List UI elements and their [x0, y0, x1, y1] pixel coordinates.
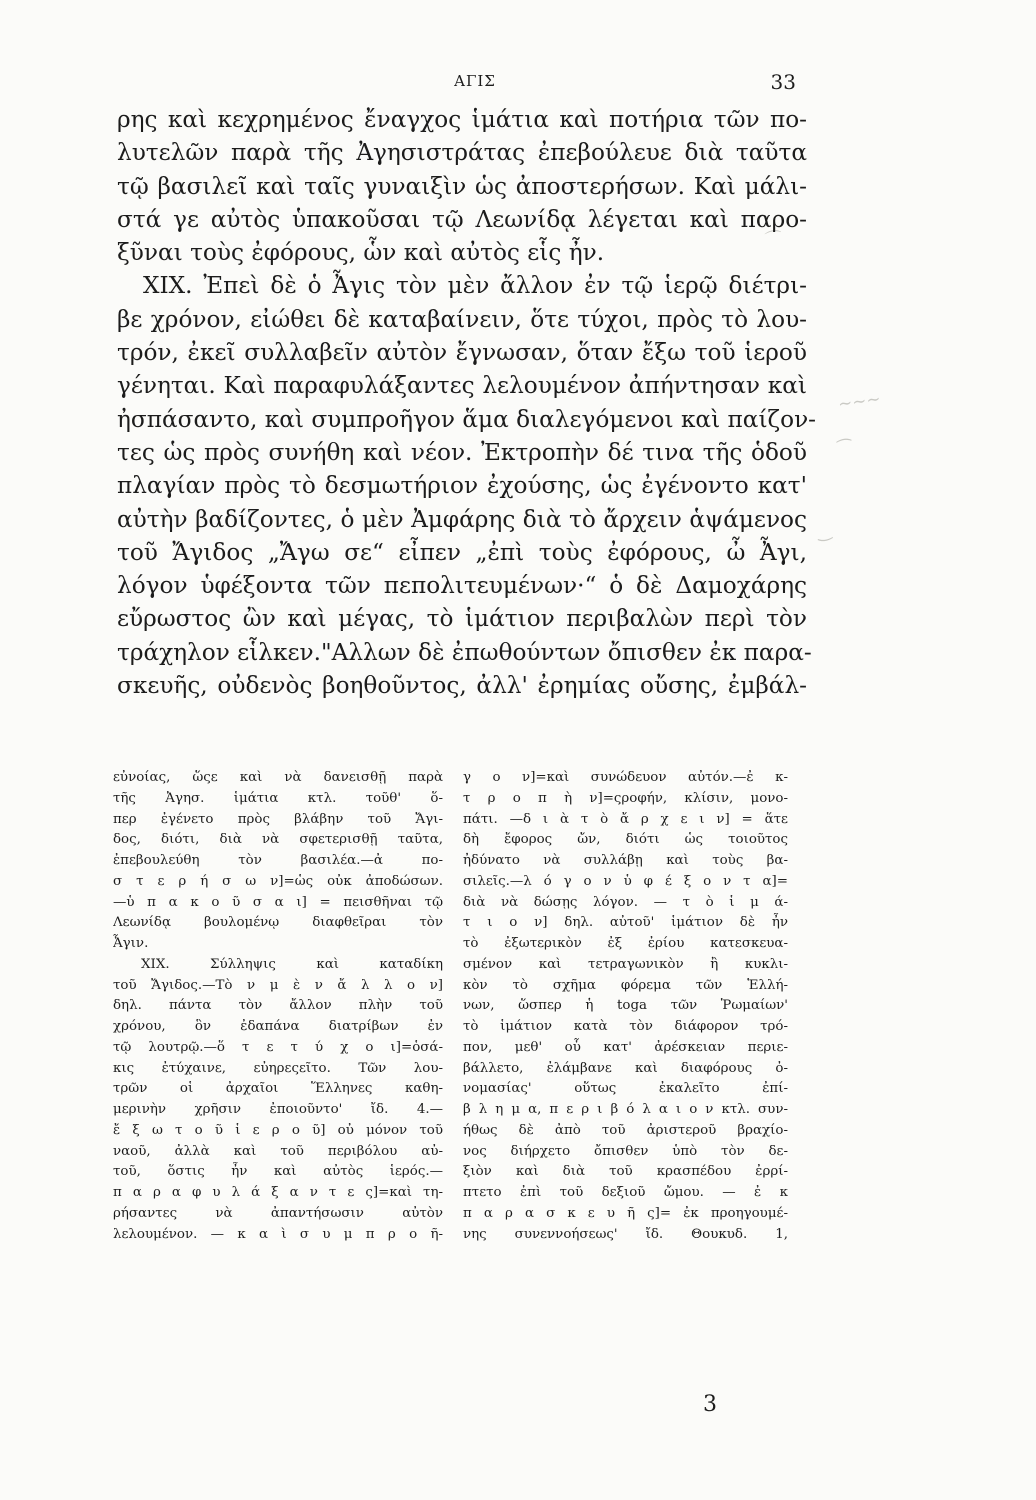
main-text-line: τοῦ Ἄγιδος „Ἄγω σε“ εἶπεν „ἐπὶ τοὺς ἐφόρους, ὦ Ἆγι,: [117, 538, 807, 566]
note-line: τὸ ἱμάτιον κατὰ τὸν διάφορον τρό-: [463, 1019, 788, 1034]
note-line: πτετο ἐπὶ τοῦ δεξιοῦ ὤμου. — ἐ κ: [463, 1185, 788, 1200]
note-line: τὸ ἐξωτερικὸν ἐξ ἐρίου κατεσκευα-: [463, 936, 788, 951]
note-line: —ὑ π α κ ο ῦ σ α ι] = πεισθῆναι τῷ: [113, 894, 443, 910]
note-line: ἐπεβουλεύθη τὸν βασιλέα.—ἀ πο-: [113, 853, 443, 868]
main-text-line: βε χρόνον, εἰώθει δὲ καταβαίνειν, ὅτε τύχοι, πρὸς τὸ λου-: [117, 305, 807, 333]
note-line: ρήσαντες νὰ ἀπαντήσωσιν αὐτὸν: [113, 1205, 443, 1221]
main-text-line: ἠσπάσαντο, καὶ συμπροῆγον ἅμα διαλεγόμενοι καὶ παίζον-: [117, 405, 816, 433]
show-through-mark: ⁀: [833, 439, 850, 461]
note-line: χρόνου, ὃν ἐδαπάνα διατρίβων ἐν: [113, 1019, 443, 1034]
note-line: τρῶν οἱ ἀρχαῖοι Ἕλληνες καθη-: [113, 1081, 443, 1097]
notes-right-column: [463, 768, 788, 1245]
note-line: Λεωνίδᾳ βουλομένῳ διαφθεῖραι τὸν: [113, 915, 443, 931]
note-section-heading: XIX. Σύλληψις καὶ καταδίκη: [141, 956, 443, 972]
main-text-line: τῷ βασιλεῖ καὶ ταῖς γυναιξὶν ὡς ἀποστερήσων. Καὶ μάλι-: [117, 172, 807, 200]
note-line: ήθως δὲ ἀπὸ τοῦ ἀριστεροῦ βραχίο-: [463, 1122, 788, 1138]
note-line: γ ο ν]=καὶ συνώδευον αὐτόν.—ἐ κ-: [463, 770, 788, 785]
main-text-line: πλαγίαν πρὸς τὸ δεσμωτήριον ἐχούσης, ὡς ἐγένοντο κατ': [117, 472, 807, 500]
note-line: ξιὸν καὶ διὰ τοῦ κρασπέδου ἐρρί-: [463, 1164, 788, 1180]
note-line: δος, διότι, διὰ νὰ σφετερισθῇ ταῦτα,: [113, 832, 443, 848]
note-line: τοῦ, ὅστις ἦν καὶ αὐτὸς ἱερός.—: [113, 1164, 443, 1180]
main-text-line: σκευῆς, οὐδενὸς βοηθοῦντος, ἀλλ' ἐρημίας οὔσης, ἐμβάλ-: [117, 672, 807, 700]
note-line: σμένον καὶ τετραγωνικὸν ἢ κυκλι-: [463, 956, 788, 972]
note-line: τῷ λουτρῷ.—ὅ τ ε τ ύ χ ο ι]=ὁσά-: [113, 1039, 443, 1055]
main-text-line: λόγον ὑφέξοντα τῶν πεπολιτευμένων·“ ὁ δὲ Δαμοχάρης: [117, 572, 807, 600]
signature-mark: 3: [703, 1392, 717, 1417]
main-text-line: στά γε αὐτὸς ὑπακοῦσαι τῷ Λεωνίδᾳ λέγεται καὶ παρο-: [117, 205, 807, 233]
note-line: δὴ ἔφορος ὤν, διότι ὡς τοιοῦτος: [463, 832, 788, 848]
show-through-mark: ‿: [816, 521, 833, 543]
note-line: σ τ ε ρ ή σ ω ν]=ὡς οὐκ ἀποδώσων.: [113, 873, 443, 889]
notes-left-column: [113, 768, 443, 1245]
main-text-line: τρόν, ἐκεῖ συλλαβεῖν αὐτὸν ἔγνωσαν, ὅταν ἔξω τοῦ ἱεροῦ: [117, 339, 807, 367]
note-line: νων, ὥσπερ ἡ toga τῶν Ῥωμαίων': [463, 998, 788, 1014]
note-line: κις ἐτύχαινε, εὐηρεςεῖτο. Τῶν λου-: [113, 1060, 443, 1076]
section-start-line: XIX. Ἐπεὶ δὲ ὁ Ἆγις τὸν μὲν ἄλλον ἐν τῷ ἱερῷ διέτρι-: [143, 272, 807, 300]
main-text-line: αὐτὴν βαδίζοντες, ὁ μὲν Ἀμφάρης διὰ τὸ ἄρχειν ἁψάμενος: [117, 505, 807, 533]
note-line: βάλλετο, ἐλάμβανε καὶ διαφόρους ὀ-: [463, 1060, 788, 1076]
note-line: νος διήρχετο ὄπισθεν ὑπὸ τὸν δε-: [463, 1143, 788, 1159]
note-line: μερινὴν χρῆσιν ἐποιοῦντο' ἴδ. 4.—: [113, 1102, 443, 1117]
note-line: τ ρ ο π ὴ ν]=ςροφήν, κλίσιν, μονο-: [463, 790, 788, 806]
note-line: τ ι ο ν] δηλ. αὐτοῦ' ἱμάτιον δὲ ἦν: [463, 915, 788, 931]
note-line: δηλ. πάντα τὸν ἄλλον πλὴν τοῦ: [113, 998, 443, 1014]
show-through-mark: ⌒: [761, 228, 781, 252]
note-line: περ ἐγένετο πρὸς βλάβην τοῦ Ἄγι-: [113, 811, 443, 827]
note-line: πον, μεθ' οὗ κατ' ἀρέσκειαν περιε-: [463, 1039, 788, 1055]
note-line: τοῦ Ἄγιδος.—Τὸ ν μ ὲ ν ἄ λ λ ο ν]: [113, 977, 443, 993]
note-line: τῆς Ἀγησ. ἱμάτια κτλ. τοῦθ' ὅ-: [113, 790, 443, 806]
note-line: λελουμένον. — κ α ὶ σ υ μ π ρ ο ῆ-: [113, 1226, 443, 1242]
note-line: σιλεῖς.—λ ό γ ο ν ὑ φ έ ξ ο ν τ α]=: [463, 873, 788, 889]
main-text-line: λυτελῶν παρὰ τῆς Ἀγησιστράτας ἐπεβούλευε διὰ ταῦτα: [117, 139, 807, 167]
main-text-line: εὔρωστος ὢν καὶ μέγας, τὸ ἱμάτιον περιβαλὼν περὶ τὸν: [117, 605, 807, 633]
main-text-line: τράχηλον εἷλκεν."Αλλων δὲ ἐπωθούντων ὄπισθεν ἐκ παρα-: [117, 638, 812, 666]
note-line: Ἆγιν.: [113, 936, 149, 951]
note-line: π α ρ α φ υ λ ά ξ α ν τ ε ς]=καὶ τη-: [113, 1185, 443, 1200]
note-line: νης συνεννοήσεως' ἴδ. Θουκυδ. 1,: [463, 1226, 788, 1242]
note-line: β λ η μ α, π ε ρ ι β ό λ α ι ο ν κτλ. συν-: [463, 1102, 788, 1117]
note-line: π α ρ α σ κ ε υ ῆ ς]= ἐκ προηγουμέ-: [463, 1205, 788, 1221]
note-line: ἠδύνατο νὰ συλλάβῃ καὶ τοὺς βα-: [463, 853, 788, 868]
main-text-line: γένηται. Καὶ παραφυλάξαντες λελουμένον ἀπήντησαν καὶ: [117, 372, 807, 400]
note-line: πάτι. —δ ι ὰ τ ὸ ἄ ρ χ ε ι ν] = ἅτε: [463, 811, 788, 827]
page-number: 33: [770, 70, 796, 94]
main-text-line: τες ὡς πρὸς συνήθη καὶ νέον. Ἐκτροπὴν δέ τινα τῆς ὁδοῦ: [117, 438, 807, 466]
note-line: κὸν τὸ σχῆμα φόρεμα τῶν Ἑλλή-: [463, 977, 788, 993]
note-line: ἔ ξ ω τ ο ῦ ἱ ε ρ ο ῦ] οὐ μόνον τοῦ: [113, 1122, 443, 1138]
running-head: ΑΓΙΣ: [454, 72, 496, 90]
note-line: ναοῦ, ἀλλὰ καὶ τοῦ περιβόλου αὐ-: [113, 1143, 443, 1159]
note-line: διὰ νὰ δώσῃς λόγον. — τ ὸ ἱ μ ά-: [463, 894, 788, 910]
main-text-block: [117, 103, 816, 702]
main-text-line: ξῦναι τοὺς ἐφόρους, ὧν καὶ αὐτὸς εἷς ἦν.: [117, 239, 605, 267]
main-text-line: ρης καὶ κεχρημένος ἔναγχος ἱμάτια καὶ ποτήρια τῶν πο-: [117, 106, 807, 133]
note-line: εὐνοίας, ὥςε καὶ νὰ δανεισθῇ παρὰ: [113, 770, 443, 785]
show-through-mark: ~~~: [836, 389, 882, 415]
note-line: νομασίας' οὕτως ἐκαλεῖτο ἐπί-: [463, 1081, 788, 1097]
